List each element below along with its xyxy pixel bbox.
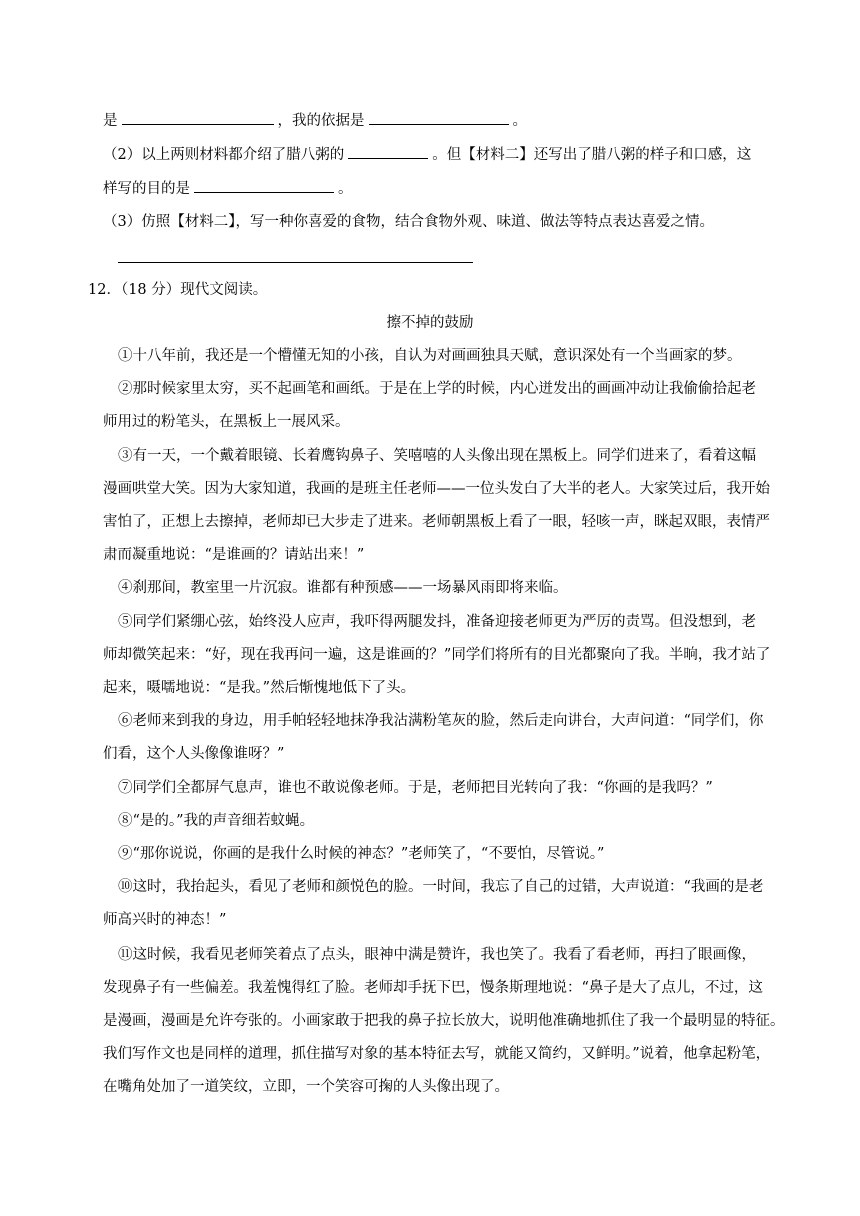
q11-answer-line-1: 是 ，我的依据是 。 (103, 110, 527, 131)
passage-line: ⑪这时候，我看见老师笑着点了点头，眼神中满是赞许，我也笑了。我看了看老师，再扫了眼画像， (118, 947, 756, 963)
passage-line: ⑩这时，我抬起头，看见了老师和颜悦色的脸。一时间，我忘了自己的过错，大声说道：“我画的是老 (118, 879, 764, 895)
passage-line: 肃而凝重地说：“是谁画的？请站出来！” (103, 547, 365, 563)
q12-header: 12．（18 分）现代文阅读。 (88, 282, 268, 298)
passage-line: 师用过的粉笔头，在黑板上一展风采。 (103, 414, 350, 430)
passage-line: ⑦同学们全都屏气息声，谁也不敢说像老师。于是，老师把目光转向了我：“你画的是我吗？” (118, 780, 713, 796)
passage-line: 是漫画，漫画是允许夸张的。小画家敢于把我的鼻子拉长放大，说明他准确地抓住了我一个最明显的特征。 (103, 1013, 785, 1029)
passage-line: ⑧“是的。”我的声音细若蚊蝇。 (118, 813, 315, 829)
passage-line: ⑥老师来到我的身边，用手帕轻轻地抹净我沾满粉笔灰的脸，然后走向讲台，大声问道：“同学们，你 (118, 713, 764, 729)
passage-line: ①十八年前，我还是一个懵懂无知的小孩，自认为对画画独具天赋，意识深处有一个当画家的梦。 (118, 348, 742, 364)
passage-line: 漫画哄堂大笑。因为大家知道，我画的是班主任老师——一位头发白了大半的老人。大家笑过后，我开始 (103, 481, 770, 497)
answer-line-5[interactable] (118, 262, 473, 263)
answer-blank-2[interactable] (369, 110, 509, 125)
answer-blank-4[interactable] (194, 178, 334, 193)
q11-subquestion-2-line-1: （2）以上两则材料都介绍了腊八粥的 。但【材料二】还写出了腊八粥的样子和口感，这 (103, 144, 751, 165)
q11-subquestion-2-line-2: 样写的目的是 。 (103, 178, 353, 199)
passage-line: 我们写作文也是同样的道理，抓住描写对象的基本特征去写，就能又简约，又鲜明。”说着，他拿起粉笔， (103, 1046, 771, 1062)
passage-line: 发现鼻子有一些偏差。我羞愧得红了脸。老师却手抚下巴，慢条斯理地说：“鼻子是大了点儿，不过，这 (103, 980, 763, 996)
passage-line: 在嘴角处加了一道笑纹，立即，一个笑容可掬的人头像出现了。 (103, 1079, 509, 1095)
passage-line: ③有一天，一个戴着眼镜、长着鹰钩鼻子、笑嘻嘻的人头像出现在黑板上。同学们进来了，看着这幅 (118, 448, 756, 464)
passage-line: 害怕了，正想上去擦掉，老师却已大步走了进来。老师朝黑板上看了一眼，轻咳一声，眯起双眼，表情严 (103, 514, 770, 530)
q11-subquestion-3: （3）仿照【材料二】，写一种你喜爱的食物，结合食物外观、味道、做法等特点表达喜爱之情。 (103, 214, 714, 230)
passage-line: ⑤同学们紧绷心弦，始终没人应声，我吓得两腿发抖，准备迎接老师更为严厉的责骂。但没想到，老 (118, 614, 756, 630)
passage-line: ④刹那间，教室里一片沉寂。谁都有种预感——一场暴风雨即将来临。 (118, 580, 568, 596)
passage-line: 起来，嗫嚅地说：“是我。”然后惭愧地低下了头。 (103, 680, 416, 696)
answer-blank-1[interactable] (122, 110, 274, 125)
answer-blank-3[interactable] (348, 144, 428, 159)
passage-line: ②那时候家里太穷，买不起画笔和画纸。于是在上学的时候，内心迸发出的画画冲动让我偷偷拾起老 (118, 381, 756, 397)
passage-line: 们看，这个人头像像谁呀？” (103, 746, 285, 762)
passage-line: ⑨“那你说说，你画的是我什么时候的神态？”老师笑了，“不要怕，尽管说。” (118, 846, 605, 862)
passage-title: 擦不掉的鼓励 (386, 315, 474, 331)
passage-line: 师却微笑起来：“好，现在我再问一遍，这是谁画的？”同学们将所有的目光都聚向了我。半晌，我才站了 (103, 647, 771, 663)
passage-line: 师高兴时的神态！” (103, 912, 227, 928)
